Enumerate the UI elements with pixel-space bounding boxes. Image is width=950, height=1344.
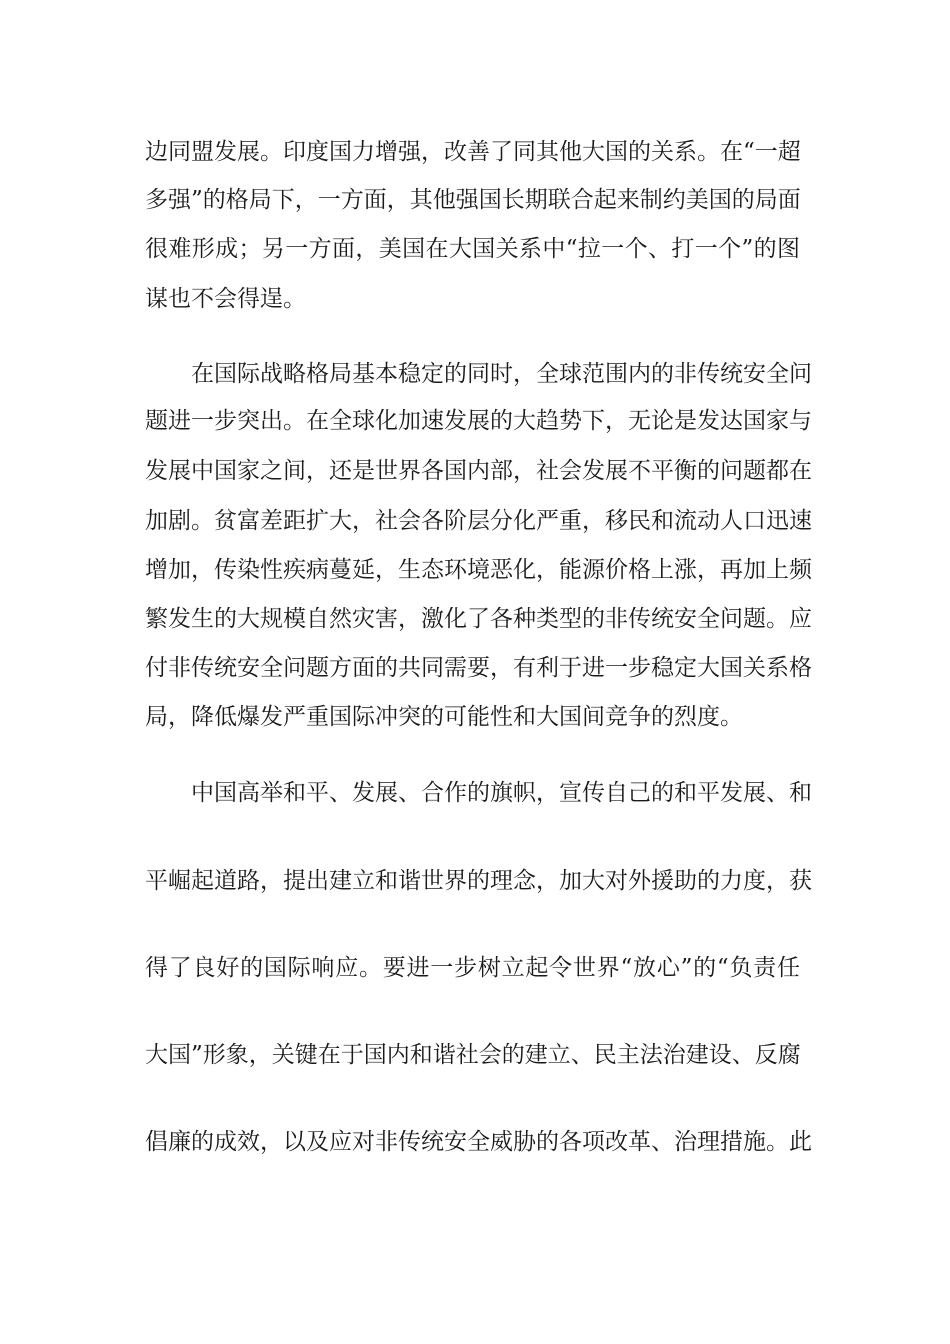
text-line: 局，降低爆发严重国际冲突的可能性和大国间竞争的烈度。 [145,704,743,730]
text-line: 边同盟发展。印度国力增强，改善了同其他大国的关系。在“一超 [145,139,801,165]
text-line: 多强”的格局下，一方面，其他强国长期联合起来制约美国的局面 [145,187,801,213]
text-line: 大国”形象，关键在于国内和谐社会的建立、民主法治建设、反腐 [145,1042,801,1068]
text-line: 得了良好的国际响应。要进一步树立起令世界“放心”的“负责任 [145,955,800,981]
text-line: 中国高举和平、发展、合作的旗帜，宣传自己的和平发展、和 [191,780,812,806]
text-line: 谋也不会得逞。 [145,286,306,312]
text-line: 倡廉的成效，以及应对非传统安全威胁的各项改革、治理措施。此 [145,1129,812,1155]
text-line: 题进一步突出。在全球化加速发展的大趋势下，无论是发达国家与 [145,408,812,434]
text-line: 平崛起道路，提出建立和谐世界的理念，加大对外援助的力度，获 [145,868,812,894]
text-line: 加剧。贫富差距扩大，社会各阶层分化严重，移民和流动人口迅速 [145,508,812,534]
text-line: 在国际战略格局基本稳定的同时，全球范围内的非传统安全问 [191,361,812,387]
text-line: 付非传统安全问题方面的共同需要，有利于进一步稳定大国关系格 [145,655,812,681]
text-line: 增加，传染性疾病蔓延，生态环境恶化，能源价格上涨，再加上频 [145,557,812,583]
text-line: 繁发生的大规模自然灾害，激化了各种类型的非传统安全问题。应 [145,606,812,632]
text-line: 很难形成；另一方面，美国在大国关系中“拉一个、打一个”的图 [145,236,800,262]
text-line: 发展中国家之间，还是世界各国内部，社会发展不平衡的问题都在 [145,458,812,484]
